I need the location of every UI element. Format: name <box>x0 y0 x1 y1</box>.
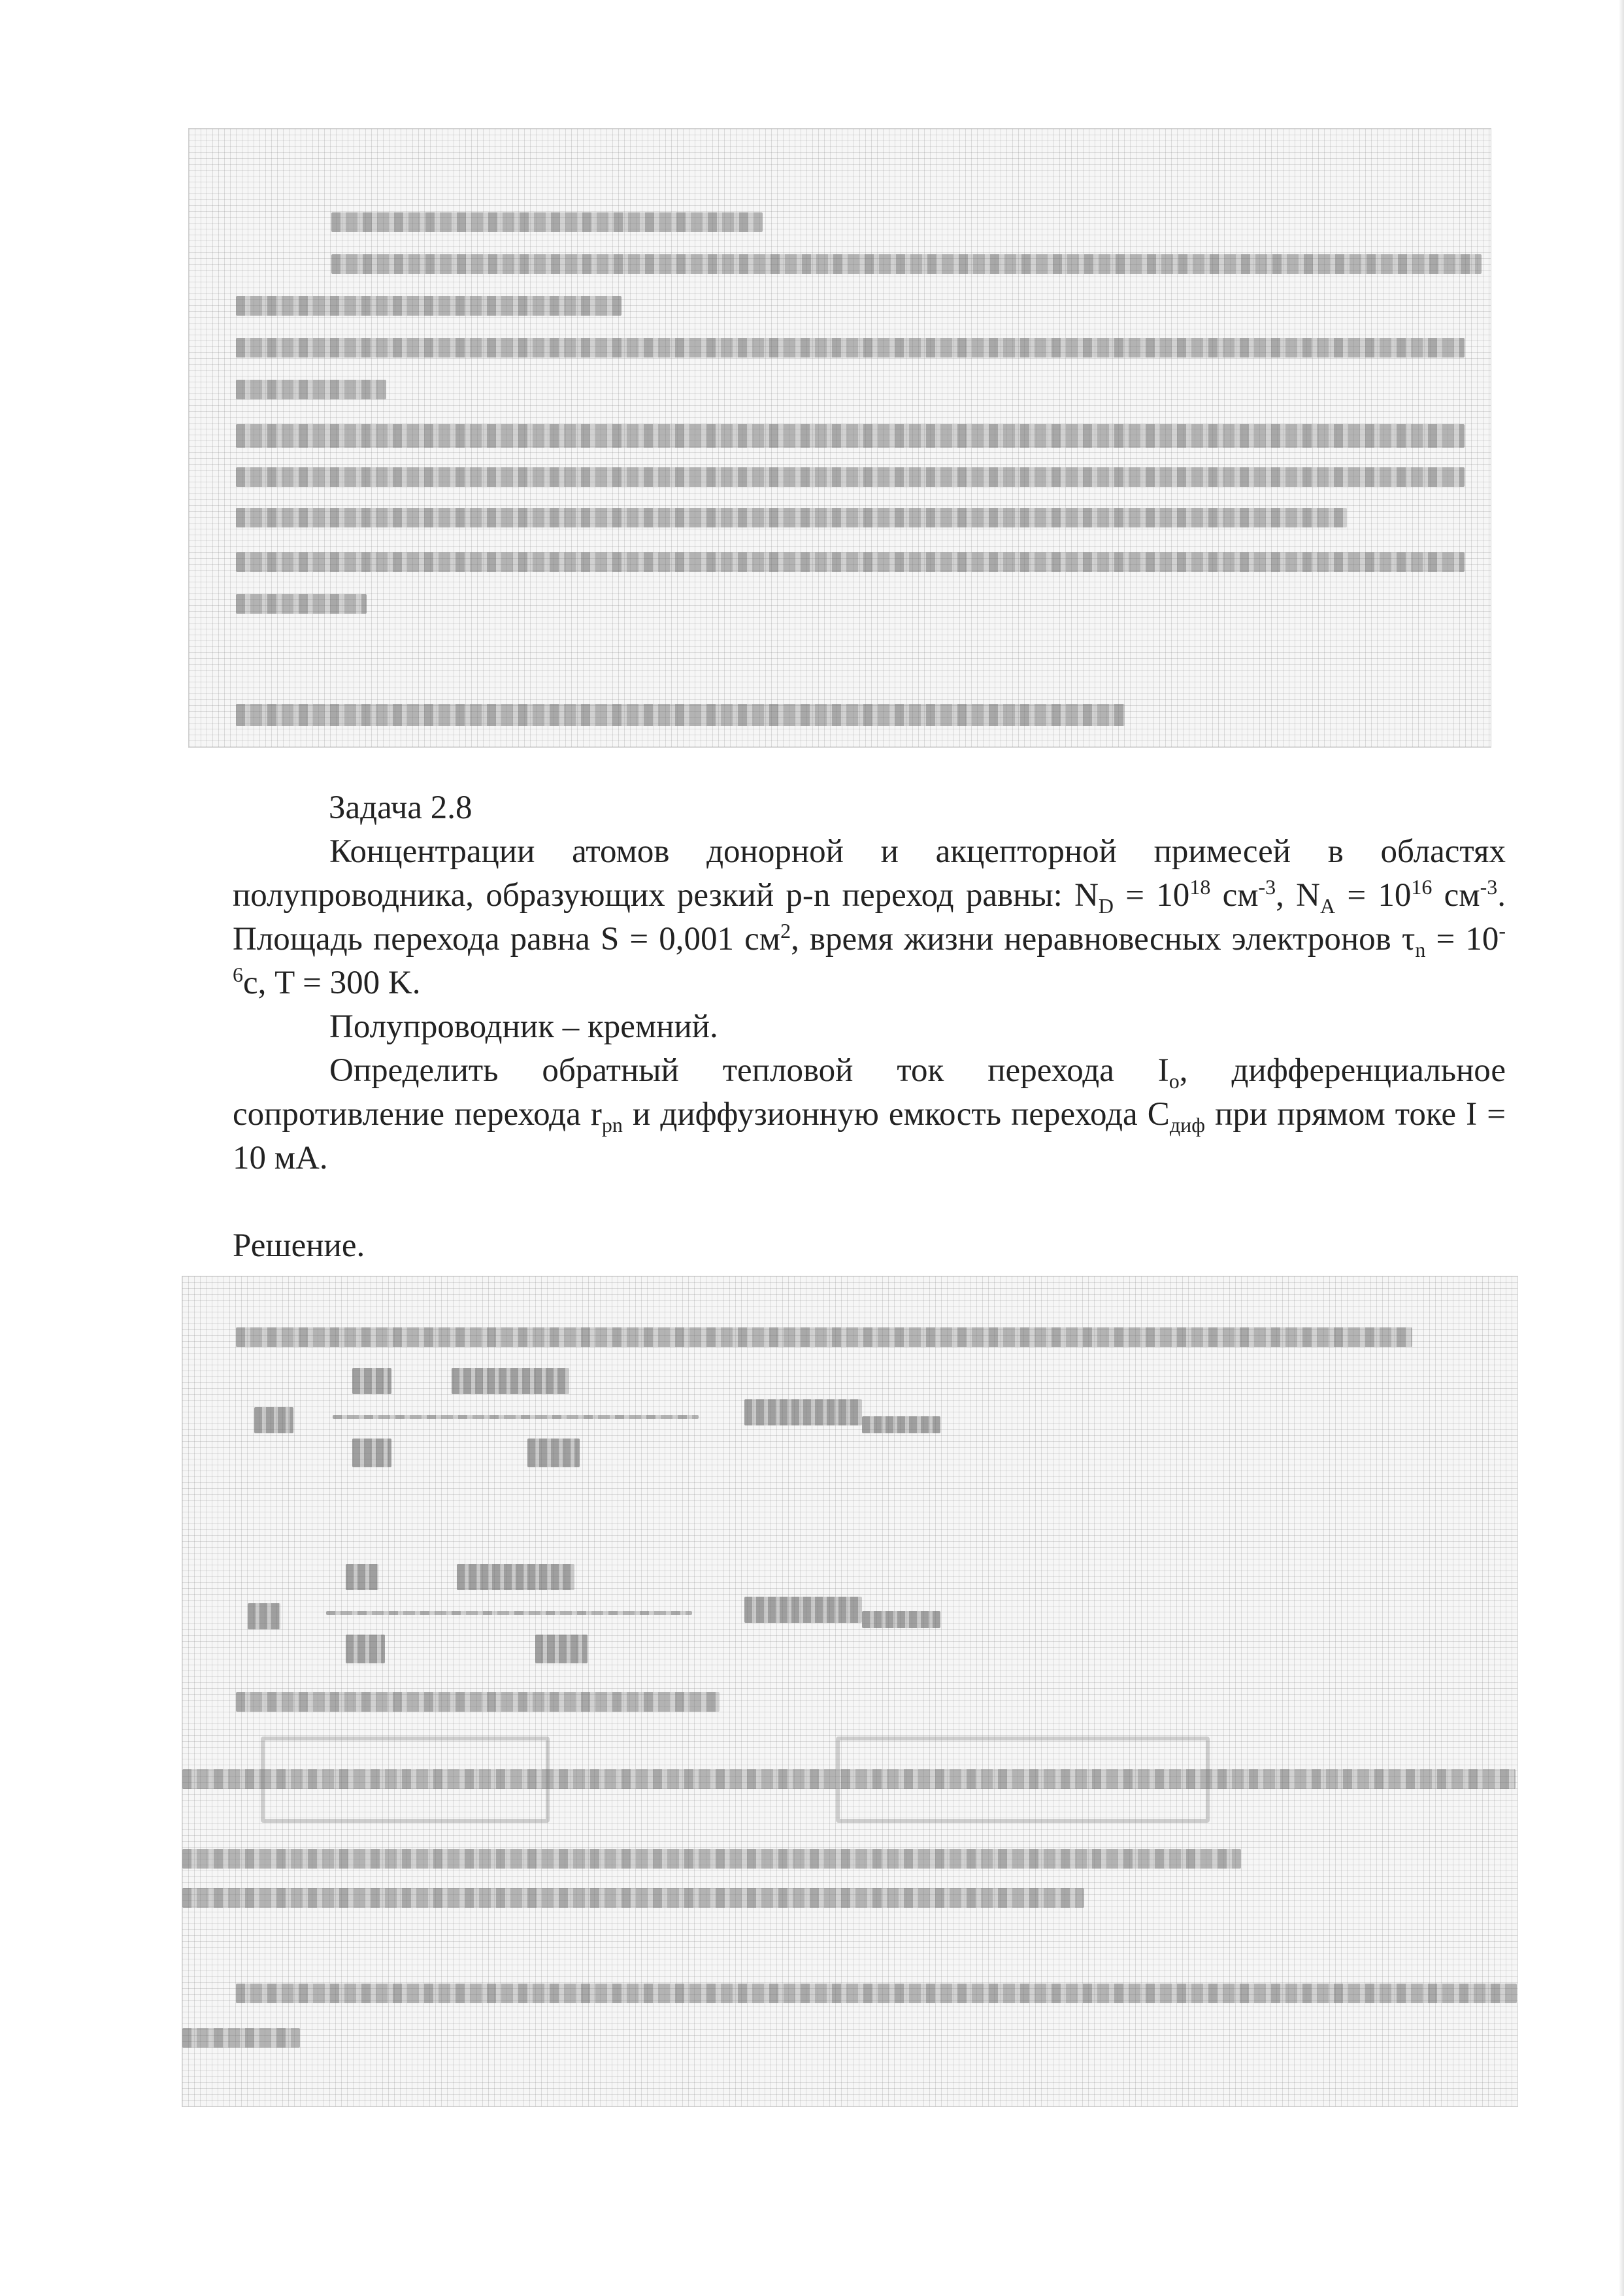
task-conditions-paragraph <box>233 830 1506 1005</box>
obscured-line <box>182 1769 1516 1789</box>
obscured-formula <box>862 1416 940 1433</box>
superscript: -3 <box>1258 875 1276 899</box>
obscured-line <box>236 704 1125 726</box>
text-fragment: , N <box>1276 877 1320 914</box>
obscured-line <box>236 1692 720 1712</box>
task-question-paragraph <box>233 1049 1506 1180</box>
obscured-preview-bottom <box>182 1276 1518 2107</box>
subscript: n <box>1415 938 1426 962</box>
obscured-line <box>236 380 386 399</box>
material-paragraph: Полупроводник – кремний. <box>329 1008 718 1045</box>
text-fragment: Концентрации атомов донорной и акцепторной примесей в областях полупроводника, образующих резкий p-n переход равны: N <box>233 833 1506 914</box>
obscured-line <box>236 1327 1412 1347</box>
text-fragment: см <box>1210 877 1259 914</box>
subscript: D <box>1098 894 1114 918</box>
text-fragment: = 10 <box>1425 921 1499 957</box>
superscript: -3 <box>1480 875 1498 899</box>
subscript: o <box>1168 1069 1180 1093</box>
obscured-formula <box>352 1439 391 1467</box>
subscript: A <box>1319 894 1336 918</box>
obscured-formula <box>452 1368 569 1394</box>
obscured-formula <box>346 1635 385 1663</box>
obscured-line <box>236 467 1465 487</box>
obscured-line <box>236 508 1347 527</box>
text-fragment: см <box>1432 877 1480 914</box>
obscured-line <box>326 1611 692 1615</box>
text-fragment: при прямом токе I = 10 мА. <box>233 1096 1506 1176</box>
obscured-formula <box>744 1399 862 1425</box>
text-fragment: и диффузионную емкость перехода C <box>622 1096 1170 1133</box>
task-title: Задача 2.8 <box>329 790 472 826</box>
obscured-line <box>236 1984 1517 2003</box>
obscured-line <box>331 212 763 232</box>
obscured-formula <box>535 1635 588 1663</box>
obscured-line <box>236 296 621 316</box>
obscured-formula <box>254 1407 293 1433</box>
obscured-line <box>236 338 1465 358</box>
obscured-line <box>333 1415 699 1419</box>
obscured-line <box>236 424 1465 448</box>
text-fragment: Определить обратный тепловой ток перехода I <box>329 1052 1169 1089</box>
obscured-formula <box>527 1439 580 1467</box>
superscript: 2 <box>780 919 791 942</box>
page-edge <box>1619 0 1624 2296</box>
obscured-line <box>182 1888 1084 1908</box>
text-fragment: . Площадь перехода равна S = 0,001 см <box>233 877 1506 957</box>
superscript: -6 <box>233 919 1506 986</box>
obscured-line <box>182 2028 300 2048</box>
solution-heading: Решение. <box>233 1227 365 1264</box>
obscured-formula <box>248 1603 280 1629</box>
text-fragment: = 10 <box>1114 877 1190 914</box>
obscured-formula <box>744 1597 862 1623</box>
text-fragment: с, T = 300 K. <box>243 965 421 1001</box>
text-fragment: , дифференциальное сопротивление перехода r <box>233 1052 1506 1133</box>
subscript: pn <box>601 1113 623 1137</box>
superscript: 18 <box>1189 875 1211 899</box>
superscript: 16 <box>1411 875 1433 899</box>
obscured-preview-top <box>188 128 1491 748</box>
obscured-formula <box>862 1611 940 1628</box>
obscured-line <box>236 552 1465 572</box>
obscured-formula <box>457 1564 574 1590</box>
text-fragment: , время жизни неравновесных электронов τ <box>791 921 1416 957</box>
text-fragment: = 10 <box>1335 877 1412 914</box>
obscured-line <box>236 594 367 614</box>
obscured-line <box>331 254 1482 274</box>
subscript: диф <box>1169 1113 1205 1137</box>
obscured-formula <box>352 1368 391 1394</box>
obscured-line <box>182 1849 1241 1869</box>
obscured-formula <box>346 1564 378 1590</box>
